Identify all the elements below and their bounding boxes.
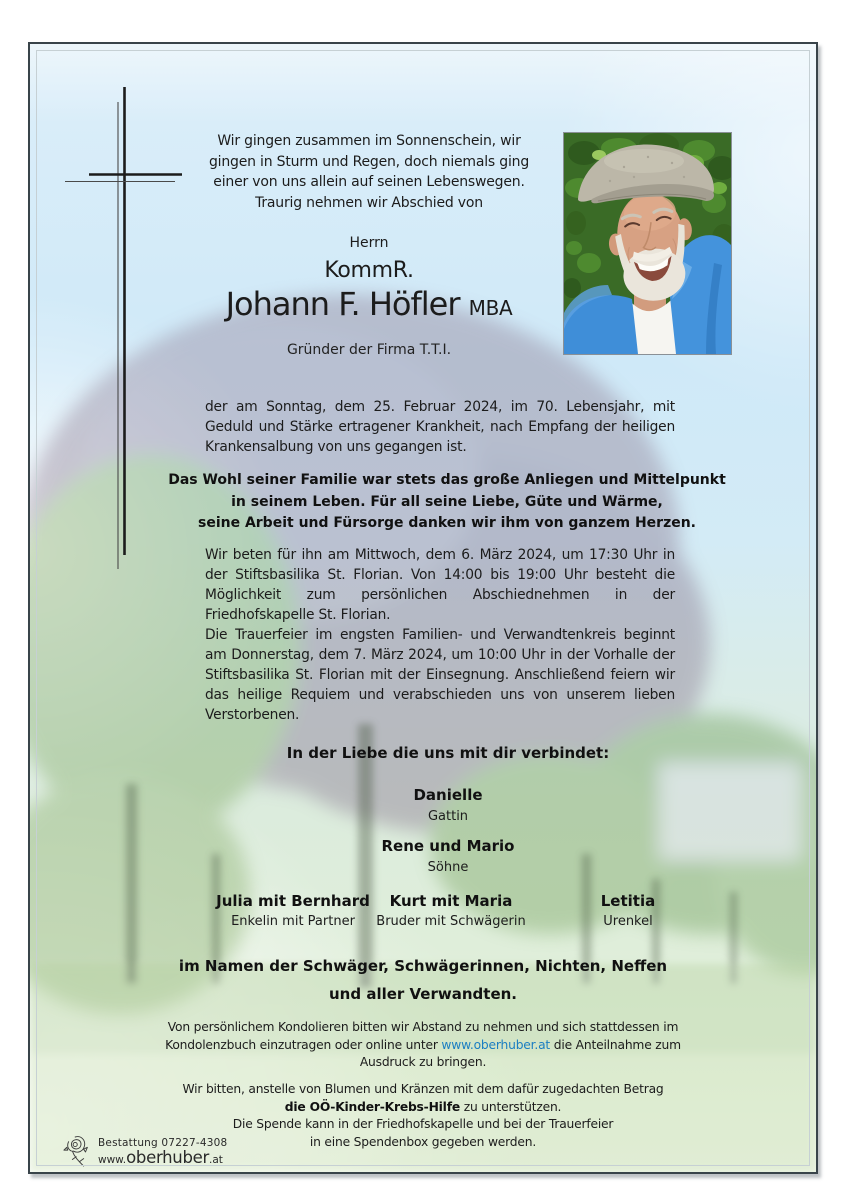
- mourner-name: Julia mit Bernhard: [216, 892, 370, 910]
- donation-line: Die Spende kann in der Friedhofskapelle und bei der Trauerfeier: [232, 1117, 614, 1131]
- mourner-relation: Urenkel: [603, 914, 653, 929]
- tribute-line: seine Arbeit und Fürsorge danken wir ihm von ganzem Herzen.: [197, 515, 696, 531]
- prayer-paragraph: Wir beten für ihn am Mittwoch, dem 6. März 2024, um 17:30 Uhr in der Stiftsbasilika St. Florian. Von 14:00 bis 19:00 Uhr besteht die Möglichkeit zum persönlichen Abschiednehmen in der Friedhofskapelle St. Florian.: [205, 547, 675, 623]
- funeral-home-website[interactable]: [98, 1150, 227, 1167]
- closing-line: und aller Verwandten.: [329, 985, 517, 1003]
- mourner-wife-relation: Gattin: [427, 809, 469, 824]
- deceased-degree: MBA: [468, 296, 513, 320]
- mourner-name: Letitia: [600, 892, 656, 910]
- mourner-relation: Enkelin mit Partner: [231, 914, 355, 929]
- website-prefix: www.: [98, 1154, 127, 1166]
- tribute-paragraph: [127, 470, 767, 535]
- condolence-text: die Anteilnahme zum: [550, 1037, 681, 1052]
- donation-line: in eine Spendenbox gegeben werden.: [309, 1134, 537, 1149]
- donation-line: Wir bitten, anstelle von Blumen und Kränzen mit dem dafür zugedachten Betrag: [182, 1082, 664, 1096]
- condolence-website-link[interactable]: www.oberhuber.at: [441, 1037, 551, 1052]
- header-column: [205, 131, 533, 359]
- honorific-title: KommR.: [324, 258, 414, 283]
- tribute-line: Das Wohl seiner Familie war stets das große Anliegen und Mittelpunkt: [168, 472, 726, 488]
- website-suffix: .at: [208, 1154, 223, 1166]
- funeral-paragraph: Die Trauerfeier im engsten Familien- und Verwandtenkreis beginnt am Donnerstag, dem 7. März 2024, um 10:00 Uhr in der Vorhalle der Stiftsbasilika St. Florian mit der Einsegnung. Anschließend feiern wir das heilige Requiem und verabschieden uns von unserem lieben Verstorbenen.: [205, 627, 675, 723]
- mourners-closing: [30, 952, 816, 1008]
- mourner-sons-relation: Söhne: [427, 860, 469, 875]
- death-paragraph: der am Sonntag, dem 25. Februar 2024, im 70. Lebensjahr, mit Geduld und Stärke ertragener Krankheit, nach Empfang der heiligen Krankensalbung von uns gegangen ist.: [205, 399, 675, 455]
- mourner-wife-name: Danielle: [413, 786, 483, 804]
- charity-name: die OÖ-Kinder-Krebs-Hilfe: [284, 1099, 460, 1114]
- condolence-line: [30, 1037, 816, 1055]
- condolence-line: Ausdruck zu bringen.: [359, 1055, 487, 1069]
- salutation: Herrn: [349, 235, 389, 251]
- mourner-name: Kurt mit Maria: [389, 892, 513, 910]
- condolence-line: Von persönlichem Kondolieren bitten wir Abstand zu nehmen und sich stattdessen im: [167, 1020, 679, 1034]
- donation-line: [30, 1099, 816, 1117]
- portrait-photo: [563, 132, 732, 355]
- obituary-card: [28, 42, 818, 1174]
- mourner-relation: Bruder mit Schwägerin: [376, 914, 526, 929]
- donation-text: zu unterstützen.: [460, 1099, 562, 1114]
- deceased-role: Gründer der Firma T.T.I.: [286, 342, 452, 358]
- website-name: oberhuber: [126, 1148, 209, 1167]
- rose-icon: [63, 1134, 93, 1170]
- mourners-intro: In der Liebe die uns mit dir verbindet:: [286, 744, 610, 762]
- opening-verse-line: einer von uns allein auf seinen Lebenswegen.: [213, 174, 525, 190]
- mourner-cell: [518, 892, 738, 929]
- condolence-text: Kondolenzbuch einzutragen oder online unter: [165, 1037, 442, 1052]
- opening-verse-line: Traurig nehmen wir Abschied von: [255, 194, 483, 211]
- funeral-home-brand: [63, 1134, 227, 1170]
- tribute-line: in seinem Leben. Für all seine Liebe, Güte und Wärme,: [231, 493, 663, 510]
- closing-line: im Namen der Schwäger, Schwägerinnen, Nichten, Neffen: [178, 957, 668, 975]
- deceased-name: [205, 286, 533, 326]
- condolence-note: [30, 1019, 816, 1072]
- opening-verse-line: gingen in Sturm und Regen, doch niemals ging: [208, 153, 530, 170]
- deceased-name-text: Johann F. Höfler: [225, 285, 460, 323]
- opening-verse-line: Wir gingen zusammen im Sonnenschein, wir: [217, 133, 521, 149]
- mourner-sons-name: Rene und Mario: [381, 837, 515, 855]
- funeral-home-phone: Bestattung 07227-4308: [98, 1136, 228, 1149]
- portrait-photo-illustration: [564, 133, 731, 354]
